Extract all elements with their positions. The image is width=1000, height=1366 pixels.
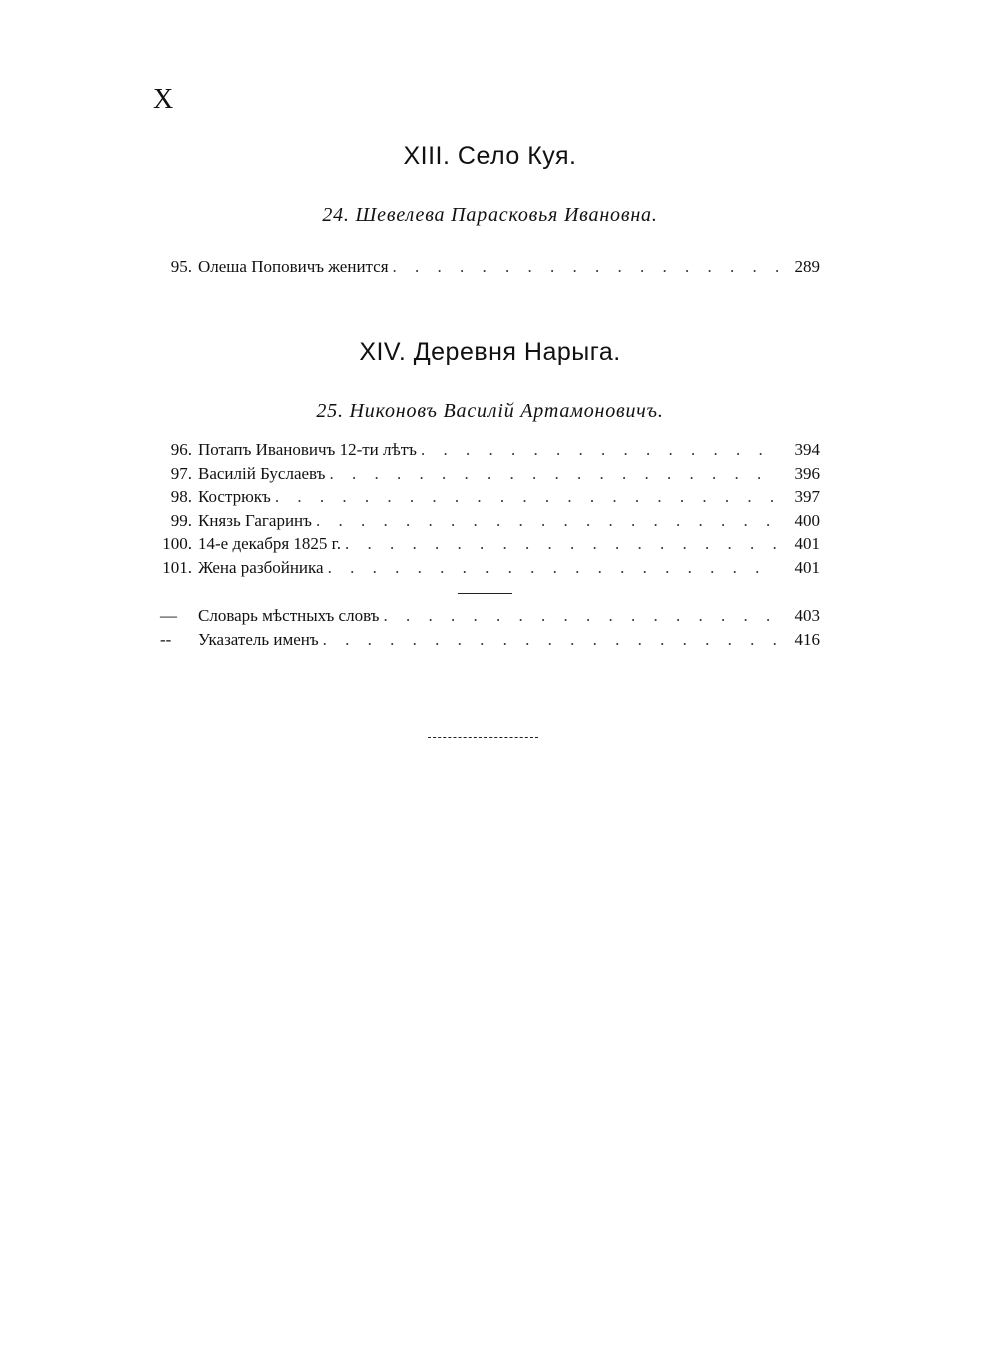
entry-number: 97. [170,463,192,483]
toc-entry[interactable] [152,440,820,464]
entry-dash: — [160,606,177,625]
entry-number: 96. [170,440,192,459]
entry-title: 14-е декабря 1825 г. [198,534,341,553]
entry-page: 400 [794,510,820,530]
entry-title: Потапъ Ивановичъ 12-ти лѣтъ [198,440,417,459]
leader-dots [323,630,778,650]
toc-entry[interactable] [152,606,820,630]
entry-number: 100. [162,534,192,553]
leader-dots [275,487,778,507]
leader-dots [316,511,778,531]
page-number: X [153,84,175,115]
section-title-xiv: XIV. Деревня Нарыга. [359,338,621,366]
narrator-heading-24: 24. Шевелева Парасковья Ивановна. [322,204,658,226]
toc-entry[interactable] [152,558,820,582]
toc-list-xiii [152,257,820,281]
toc-entry[interactable] [152,464,820,488]
toc-list-xiv [152,440,820,581]
toc-entry[interactable] [152,511,820,535]
entry-page: 416 [794,629,820,649]
entry-title: Князь Гагаринъ [198,510,312,530]
entry-title: Жена разбойника [198,557,324,577]
entry-number: 101. [162,557,192,577]
end-ornament-rule [428,737,538,738]
leader-dots [329,464,778,484]
toc-entry[interactable] [152,534,820,558]
entry-title: Василій Буслаевъ [198,463,326,483]
entry-number: 99. [170,510,192,530]
toc-entry[interactable] [152,630,820,654]
entry-page: 401 [794,534,820,553]
leader-dots [383,606,778,626]
entry-number: 98. [170,487,192,506]
leader-dots [345,534,778,554]
entry-number: 95. [170,257,192,276]
entry-page: 397 [794,487,820,506]
entry-page: 401 [794,557,820,577]
entry-title: Словарь мѣстныхъ словъ [198,606,380,625]
narrator-heading-25: 25. Никоновъ Василій Артамоновичъ. [316,400,664,422]
toc-entry[interactable] [152,487,820,511]
entry-dash: -- [160,629,172,649]
entry-page: 403 [794,606,820,625]
section-title-xiii: XIII. Село Куя. [403,142,577,170]
entry-page: 394 [794,440,820,459]
leader-dots [393,257,778,277]
entry-title: Олеша Поповичъ женится [198,257,389,276]
entry-page: 289 [794,257,820,276]
toc-entry[interactable] [152,257,820,281]
entry-title: Кострюкъ [198,487,271,506]
leader-dots [328,558,778,578]
entry-page: 396 [794,463,820,483]
entry-title: Указатель именъ [198,629,319,649]
leader-dots [421,440,778,460]
toc-list-appendix [152,606,820,653]
section-divider [458,593,512,594]
